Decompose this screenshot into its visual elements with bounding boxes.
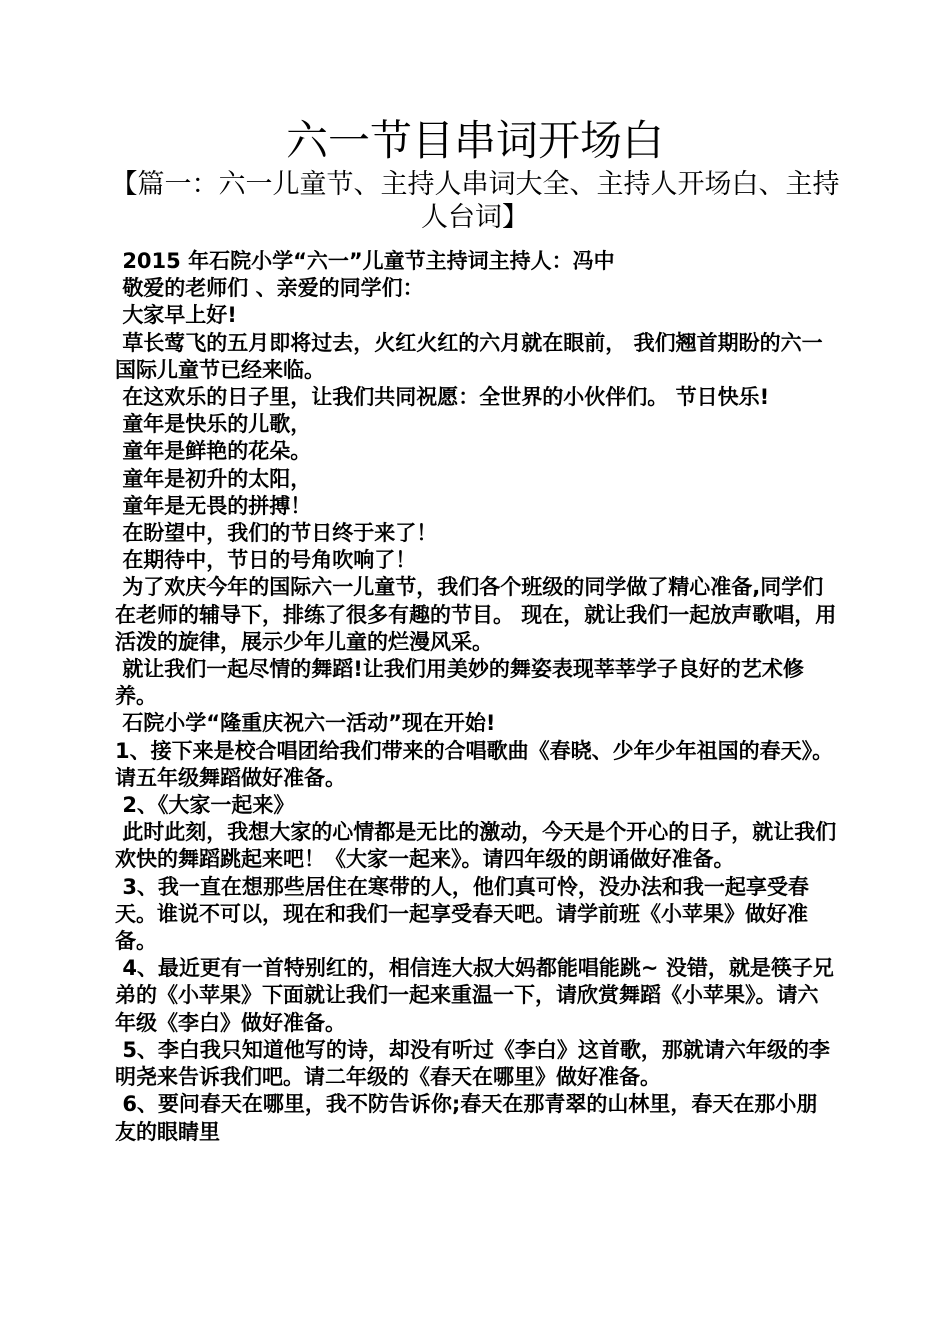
paragraph: 在这欢乐的日子里，让我们共同祝愿：全世界的小伙伴们。 节日快乐! [115,385,770,410]
paragraph: 大家早上好! [115,303,237,328]
paragraph: 童年是鲜艳的花朵。 [115,439,312,464]
document-title: 六一节目串词开场白 [285,116,664,165]
paragraph: 为了欢庆今年的国际六一儿童节，我们各个班级的同学做了精心准备,同学们在老师的辅导下，排练了很多有趣的节目。 现在，就让我们一起放声歌唱，用活泼的旋律，展示少年儿童的烂漫风采。 [115,575,837,654]
paragraph: 在期待中，节日的号角吹响了！ [115,548,417,573]
paragraph: 童年是快乐的儿歌， [115,412,312,437]
paragraph: 童年是初升的太阳， [115,466,312,491]
paragraph: 草长莺飞的五月即将过去，火红火红的六月就在眼前， 我们翘首期盼的六一国际儿童节已经来临。 [115,330,823,382]
paragraph: 2、《大家一起来》 [115,793,295,818]
paragraph: 在盼望中，我们的节日终于来了！ [115,521,438,546]
paragraph: 1、接下来是校合唱团给我们带来的合唱歌曲《春晓、少年少年祖国的春天》。请五年级舞蹈做好准备。 [115,738,834,790]
paragraph: 此时此刻，我想大家的心情都是无比的激动，今天是个开心的日子，就让我们欢快的舞蹈跳起来吧！《大家一起来》。请四年级的朗诵做好准备。 [115,820,837,872]
document-body [115,248,837,1146]
paragraph: 童年是无畏的拼搏！ [115,493,312,518]
paragraph: 石院小学“隆重庆祝六一活动”现在开始! [115,711,496,736]
paragraph: 5、李白我只知道他写的诗，却没有听过《李白》这首歌，那就请六年级的李明尧来告诉我们吧。请二年级的《春天在哪里》做好准备。 [115,1037,830,1090]
paragraph: 2015 年石院小学“六一”儿童节主持词主持人：冯中 [115,249,615,273]
paragraph: 敬爱的老师们 、亲爱的同学们： [115,276,424,301]
paragraph: 4、最近更有一首特别红的，相信连大叔大妈都能唱能跳~ 没错，就是筷子兄弟的《小苹果》下面就让我们一起来重温一下，请欣赏舞蹈《小苹果》。请六年级《李白》做好准备。 [115,956,834,1035]
document-subtitle: 【篇一：六一儿童节、主持人串词大全、主持人开场白、主持人台词】 [110,169,840,233]
paragraph: 3、我一直在想那些居住在寒带的人，他们真可怜，没办法和我一起享受春天。谁说不可以，现在和我们一起享受春天吧。请学前班《小苹果》做好准备。 [115,874,809,954]
paragraph: 就让我们一起尽情的舞蹈!让我们用美妙的舞姿表现莘莘学子良好的艺术修养。 [115,657,804,709]
paragraph: 6、要问春天在哪里，我不防告诉你;春天在那青翠的山林里，春天在那小朋友的眼睛里 [115,1092,818,1144]
